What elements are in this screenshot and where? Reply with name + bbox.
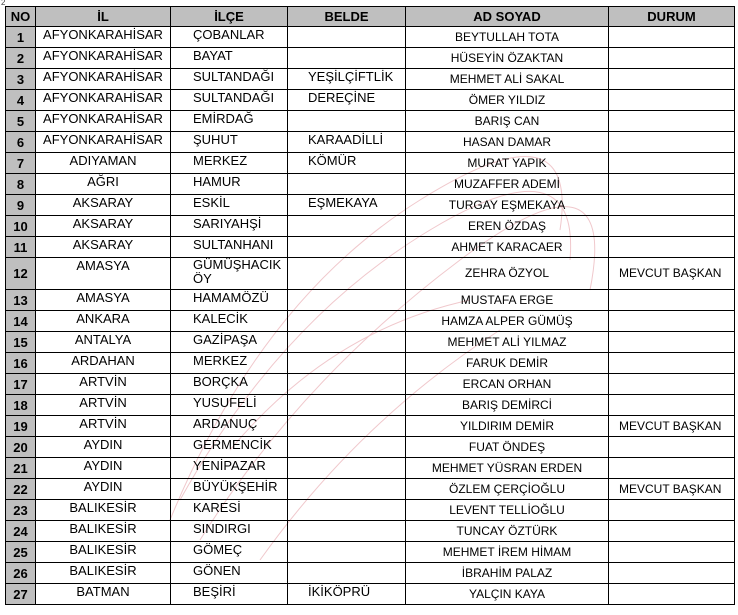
row-durum <box>609 90 735 111</box>
row-ad-soyad: FARUK DEMİR <box>406 353 609 374</box>
row-ad-soyad: MEHMET İREM HİMAM <box>406 542 609 563</box>
row-no: 15 <box>6 332 36 353</box>
table-row <box>6 311 735 332</box>
row-ilce: SARIYAHŞİ <box>171 216 288 237</box>
row-no: 20 <box>6 437 36 458</box>
row-no: 25 <box>6 542 36 563</box>
row-no: 17 <box>6 374 36 395</box>
row-no: 7 <box>6 153 36 174</box>
row-il: ARTVİN <box>36 416 171 437</box>
table-row <box>6 237 735 258</box>
row-ad-soyad: MURAT YAPIK <box>406 153 609 174</box>
row-no: 12 <box>6 258 36 290</box>
row-no: 13 <box>6 290 36 311</box>
row-ad-soyad: ÖMER YILDIZ <box>406 90 609 111</box>
table-row <box>6 111 735 132</box>
header-row <box>6 7 735 27</box>
row-il: BATMAN <box>36 584 171 605</box>
row-durum <box>609 237 735 258</box>
row-durum <box>609 195 735 216</box>
row-belde <box>288 353 406 374</box>
row-ilce: GERMENCİK <box>171 437 288 458</box>
row-ad-soyad: FUAT ÖNDEŞ <box>406 437 609 458</box>
row-il: AYDIN <box>36 458 171 479</box>
row-belde <box>288 542 406 563</box>
row-ad-soyad: AHMET KARACAER <box>406 237 609 258</box>
row-belde: KARAADİLLİ <box>288 132 406 153</box>
row-ilce: YENİPAZAR <box>171 458 288 479</box>
row-il: ARTVİN <box>36 395 171 416</box>
row-belde <box>288 563 406 584</box>
row-il: AĞRI <box>36 174 171 195</box>
row-ad-soyad: TUNCAY ÖZTÜRK <box>406 521 609 542</box>
table-row <box>6 584 735 605</box>
row-durum <box>609 290 735 311</box>
row-ilce: GÖNEN <box>171 563 288 584</box>
header-ad-soyad: AD SOYAD <box>406 7 609 27</box>
page-marker: 2 <box>1 0 6 7</box>
row-ad-soyad: HÜSEYİN ÖZAKTAN <box>406 48 609 69</box>
row-no: 14 <box>6 311 36 332</box>
row-il: BALIKESİR <box>36 542 171 563</box>
row-il: AMASYA <box>36 258 171 290</box>
row-ad-soyad: BEYTULLAH TOTA <box>406 27 609 48</box>
row-il: AYDIN <box>36 479 171 500</box>
table-row <box>6 195 735 216</box>
row-ilce: BAYAT <box>171 48 288 69</box>
row-ad-soyad: ZEHRA ÖZYOL <box>406 258 609 290</box>
row-belde <box>288 48 406 69</box>
row-durum <box>609 48 735 69</box>
row-il: ARTVİN <box>36 374 171 395</box>
row-ad-soyad: MEHMET YÜSRAN ERDEN <box>406 458 609 479</box>
header-no: NO <box>6 7 36 27</box>
row-no: 21 <box>6 458 36 479</box>
row-ad-soyad: MUSTAFA ERGE <box>406 290 609 311</box>
row-ilce: ŞUHUT <box>171 132 288 153</box>
row-il: BALIKESİR <box>36 563 171 584</box>
row-durum <box>609 437 735 458</box>
row-ad-soyad: ÖZLEM ÇERÇİOĞLU <box>406 479 609 500</box>
row-ilce: GÖMEÇ <box>171 542 288 563</box>
row-belde <box>288 27 406 48</box>
row-ilce: ARDANUÇ <box>171 416 288 437</box>
row-ad-soyad: İBRAHİM PALAZ <box>406 563 609 584</box>
table-row <box>6 48 735 69</box>
row-belde <box>288 437 406 458</box>
row-durum <box>609 69 735 90</box>
table-row <box>6 27 735 48</box>
row-ad-soyad: HASAN DAMAR <box>406 132 609 153</box>
row-ilce: KALECİK <box>171 311 288 332</box>
row-ad-soyad: BARIŞ CAN <box>406 111 609 132</box>
row-belde <box>288 521 406 542</box>
table-row <box>6 216 735 237</box>
table-row <box>6 437 735 458</box>
header-ilce: İLÇE <box>171 7 288 27</box>
header-durum: DURUM <box>609 7 735 27</box>
row-durum <box>609 174 735 195</box>
row-belde: EŞMEKAYA <box>288 195 406 216</box>
table-row <box>6 174 735 195</box>
row-no: 1 <box>6 27 36 48</box>
table-row <box>6 458 735 479</box>
row-ilce: BEŞİRİ <box>171 584 288 605</box>
row-il: AFYONKARAHİSAR <box>36 69 171 90</box>
row-no: 10 <box>6 216 36 237</box>
row-belde <box>288 311 406 332</box>
row-no: 6 <box>6 132 36 153</box>
candidate-table <box>5 6 735 605</box>
table-row <box>6 416 735 437</box>
row-belde <box>288 258 406 290</box>
row-belde <box>288 500 406 521</box>
table-row <box>6 258 735 290</box>
table-row <box>6 521 735 542</box>
row-no: 11 <box>6 237 36 258</box>
row-ad-soyad: MUZAFFER ADEMİ <box>406 174 609 195</box>
row-no: 19 <box>6 416 36 437</box>
row-belde: İKİKÖPRÜ <box>288 584 406 605</box>
row-no: 22 <box>6 479 36 500</box>
row-ilce: ÇOBANLAR <box>171 27 288 48</box>
row-il: AKSARAY <box>36 195 171 216</box>
row-ilce: HAMUR <box>171 174 288 195</box>
row-durum <box>609 374 735 395</box>
row-belde <box>288 237 406 258</box>
header-belde: BELDE <box>288 7 406 27</box>
row-belde <box>288 332 406 353</box>
row-il: AFYONKARAHİSAR <box>36 27 171 48</box>
table-row <box>6 500 735 521</box>
row-ad-soyad: TURGAY EŞMEKAYA <box>406 195 609 216</box>
row-no: 16 <box>6 353 36 374</box>
row-durum <box>609 500 735 521</box>
row-durum <box>609 153 735 174</box>
row-ad-soyad: HAMZA ALPER GÜMÜŞ <box>406 311 609 332</box>
row-ad-soyad: BARIŞ DEMİRCİ <box>406 395 609 416</box>
row-ad-soyad: MEHMET ALİ YILMAZ <box>406 332 609 353</box>
row-il: BALIKESİR <box>36 500 171 521</box>
row-belde <box>288 479 406 500</box>
row-no: 3 <box>6 69 36 90</box>
row-durum <box>609 332 735 353</box>
table-row <box>6 542 735 563</box>
row-ilce: SULTANDAĞI <box>171 90 288 111</box>
row-ilce: KARESİ <box>171 500 288 521</box>
row-ad-soyad: YALÇIN KAYA <box>406 584 609 605</box>
row-durum: MEVCUT BAŞKAN <box>609 479 735 500</box>
row-il: ANKARA <box>36 311 171 332</box>
row-il: ANTALYA <box>36 332 171 353</box>
table-row <box>6 332 735 353</box>
table-row <box>6 479 735 500</box>
row-il: BALIKESİR <box>36 521 171 542</box>
row-durum <box>609 458 735 479</box>
row-belde <box>288 290 406 311</box>
row-ad-soyad: YILDIRIM DEMİR <box>406 416 609 437</box>
row-durum: MEVCUT BAŞKAN <box>609 416 735 437</box>
row-il: AFYONKARAHİSAR <box>36 132 171 153</box>
row-belde <box>288 374 406 395</box>
row-no: 5 <box>6 111 36 132</box>
row-no: 9 <box>6 195 36 216</box>
row-ilce: BÜYÜKŞEHİR <box>171 479 288 500</box>
row-il: AFYONKARAHİSAR <box>36 48 171 69</box>
table-row <box>6 563 735 584</box>
row-durum <box>609 111 735 132</box>
row-no: 4 <box>6 90 36 111</box>
row-ilce: MERKEZ <box>171 153 288 174</box>
row-durum <box>609 311 735 332</box>
row-durum <box>609 542 735 563</box>
row-ilce: SULTANHANI <box>171 237 288 258</box>
row-no: 27 <box>6 584 36 605</box>
table-row <box>6 374 735 395</box>
row-belde <box>288 416 406 437</box>
row-ilce: EMİRDAĞ <box>171 111 288 132</box>
row-durum <box>609 521 735 542</box>
row-belde: DEREÇİNE <box>288 90 406 111</box>
row-no: 23 <box>6 500 36 521</box>
row-il: AKSARAY <box>36 216 171 237</box>
row-il: AYDIN <box>36 437 171 458</box>
row-ad-soyad: ERCAN ORHAN <box>406 374 609 395</box>
row-ad-soyad: LEVENT TELLİOĞLU <box>406 500 609 521</box>
row-ilce: YUSUFELİ <box>171 395 288 416</box>
table-row <box>6 153 735 174</box>
row-ilce: ESKİL <box>171 195 288 216</box>
row-no: 18 <box>6 395 36 416</box>
row-ilce: MERKEZ <box>171 353 288 374</box>
row-no: 8 <box>6 174 36 195</box>
row-ilce: SINDIRGI <box>171 521 288 542</box>
row-belde <box>288 174 406 195</box>
row-belde: YEŞİLÇİFTLİK <box>288 69 406 90</box>
row-ad-soyad: MEHMET ALİ SAKAL <box>406 69 609 90</box>
table-row <box>6 395 735 416</box>
row-durum <box>609 395 735 416</box>
row-il: AFYONKARAHİSAR <box>36 90 171 111</box>
row-il: AKSARAY <box>36 237 171 258</box>
row-no: 24 <box>6 521 36 542</box>
table-row <box>6 132 735 153</box>
row-no: 26 <box>6 563 36 584</box>
row-il: AFYONKARAHİSAR <box>36 111 171 132</box>
row-ilce: GAZİPAŞA <box>171 332 288 353</box>
header-il: İL <box>36 7 171 27</box>
row-il: AMASYA <box>36 290 171 311</box>
row-durum <box>609 132 735 153</box>
row-no: 2 <box>6 48 36 69</box>
row-ilce: SULTANDAĞI <box>171 69 288 90</box>
table-row <box>6 353 735 374</box>
table-row <box>6 69 735 90</box>
row-belde: KÖMÜR <box>288 153 406 174</box>
row-ilce: BORÇKA <box>171 374 288 395</box>
row-ad-soyad: EREN ÖZDAŞ <box>406 216 609 237</box>
row-il: ARDAHAN <box>36 353 171 374</box>
row-ilce: HAMAMÖZÜ <box>171 290 288 311</box>
row-durum <box>609 27 735 48</box>
row-il: ADIYAMAN <box>36 153 171 174</box>
row-durum <box>609 563 735 584</box>
row-ilce: GÜMÜŞHACIKÖY <box>171 258 288 290</box>
row-belde <box>288 216 406 237</box>
row-belde <box>288 458 406 479</box>
row-belde <box>288 395 406 416</box>
row-durum <box>609 216 735 237</box>
row-durum <box>609 353 735 374</box>
row-belde <box>288 111 406 132</box>
table-row <box>6 290 735 311</box>
row-durum: MEVCUT BAŞKAN <box>609 258 735 290</box>
table-row <box>6 90 735 111</box>
row-durum <box>609 584 735 605</box>
